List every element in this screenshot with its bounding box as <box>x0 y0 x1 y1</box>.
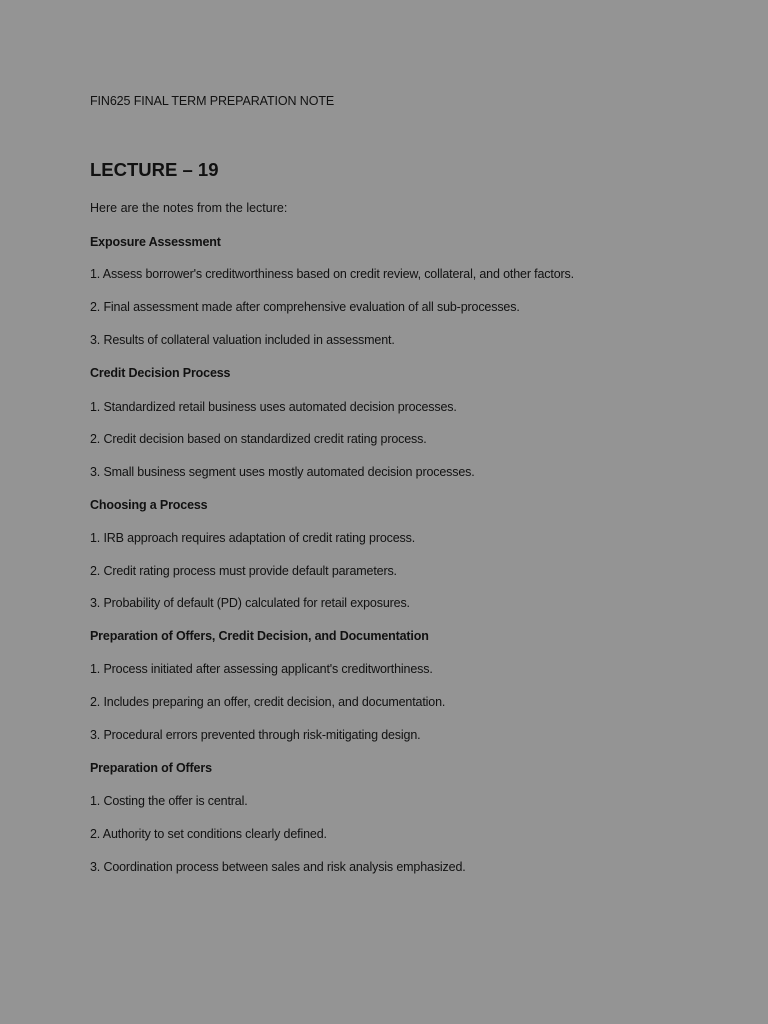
list-item: 3. Results of collateral valuation included in assessment. <box>90 333 395 347</box>
section-heading: Choosing a Process <box>90 498 208 512</box>
list-item: 1. Costing the offer is central. <box>90 794 248 808</box>
list-item: 2. Credit rating process must provide default parameters. <box>90 564 397 578</box>
list-item: 1. Standardized retail business uses automated decision processes. <box>90 400 457 414</box>
section-heading: Credit Decision Process <box>90 366 231 380</box>
list-item: 2. Final assessment made after comprehensive evaluation of all sub-processes. <box>90 300 520 314</box>
intro-text: Here are the notes from the lecture: <box>90 201 288 215</box>
list-item: 1. Assess borrower's creditworthiness based on credit review, collateral, and other factors. <box>90 267 574 281</box>
section-heading: Preparation of Offers, Credit Decision, and Documentation <box>90 629 429 643</box>
section-heading: Exposure Assessment <box>90 235 221 249</box>
document-header: FIN625 FINAL TERM PREPARATION NOTE <box>90 94 335 108</box>
list-item: 1. IRB approach requires adaptation of credit rating process. <box>90 531 416 545</box>
list-item: 3. Procedural errors prevented through risk-mitigating design. <box>90 728 421 742</box>
list-item: 3. Coordination process between sales and risk analysis emphasized. <box>90 860 466 874</box>
list-item: 3. Small business segment uses mostly automated decision processes. <box>90 465 475 479</box>
list-item: 1. Process initiated after assessing applicant's creditworthiness. <box>90 662 433 676</box>
list-item: 2. Credit decision based on standardized credit rating process. <box>90 432 427 446</box>
list-item: 2. Includes preparing an offer, credit decision, and documentation. <box>90 695 446 709</box>
list-item: 2. Authority to set conditions clearly defined. <box>90 827 327 841</box>
lecture-title: LECTURE – 19 <box>90 159 219 180</box>
section-heading: Preparation of Offers <box>90 761 212 775</box>
list-item: 3. Probability of default (PD) calculated for retail exposures. <box>90 596 410 610</box>
